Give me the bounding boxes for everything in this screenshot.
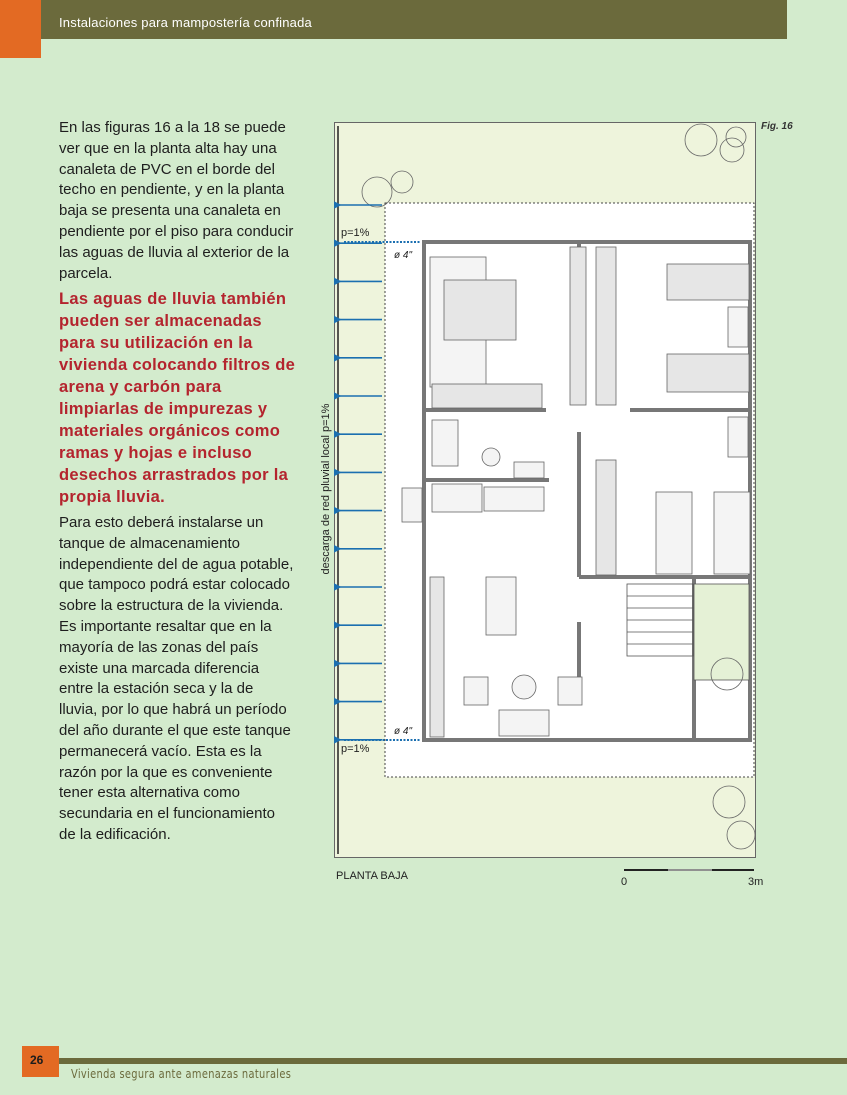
highlight-paragraph: Las aguas de lluvia también pueden ser almacenadas para su utilización en la vivienda colocando filtros de arena y carbón para limpiarlas de impurezas y materiales orgánicos como ramas y hojas e incluso desechos arrastrados por la propia lluvia. — [59, 290, 296, 506]
scale-label-start: 0 — [621, 876, 628, 888]
body-paragraph-2: Para esto deberá instalarse un tanque de almacenamiento independiente del de agua potable, que tampoco podrá estar colocado sobre la estructura de la vivienda. Es importante resaltar que en la mayoría de las zonas del país existe una marcada diferencia entre la estación seca y la de lluvia, por lo que habrá un período del año durante el que este tanque permanecerá vacío. Esta es la razón por la que es conveniente tener esta alternativa como secundaria en el funcionamiento de la edificación. — [59, 514, 294, 843]
body-paragraph-1: En las figuras 16 a la 18 se puede ver que en la planta alta hay una canaleta de PVC en el borde del techo en pendiente, y en la planta baja se presenta una canaleta en pendiente por el piso para conducir las aguas de lluvia al exterior de la parcela. — [59, 119, 294, 282]
floor-plan — [334, 122, 756, 858]
pipe-label-top: ø 4" — [394, 250, 412, 261]
header-accent-tab — [0, 0, 41, 58]
footer-rule — [59, 1058, 847, 1064]
figure-caption: PLANTA BAJA — [336, 870, 408, 882]
scale-label-end: 3m — [748, 876, 764, 888]
drain-vertical-label: descarga de red pluvial local p=1% — [320, 403, 332, 575]
page-number: 26 — [30, 1053, 44, 1067]
pipe-label-bottom: ø 4" — [394, 726, 412, 737]
section-title: Instalaciones para mampostería confinada — [59, 15, 312, 30]
figure-label: Fig. 16 — [761, 121, 793, 132]
footer-title: Vivienda segura ante amenazas naturales — [71, 1067, 292, 1081]
slope-label-top: p=1% — [341, 227, 370, 239]
slope-label-bottom: p=1% — [341, 743, 370, 755]
